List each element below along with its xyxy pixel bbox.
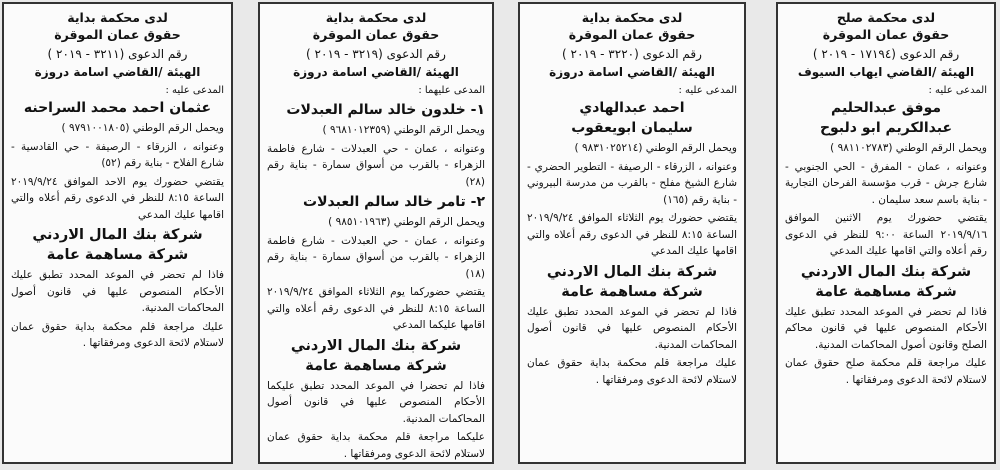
judge-panel: الهيئة /القاضي ايهاب السيوف <box>797 65 975 79</box>
judge-panel: الهيئة /القاضي اسامة دروزة <box>293 65 459 79</box>
case-number: رقم الدعوى (٣٢١٩ - ٢٠١٩ ) <box>306 47 446 61</box>
defendant-item <box>267 192 485 282</box>
court-subtitle: حقوق عمان الموقرة <box>822 27 950 42</box>
defendant-name: ٢- تامر خالد سالم العبدلات <box>303 194 485 210</box>
address: وعنوانه ، عمان - حي العبدلات - شارع فاطمة الزهراء - بالقرب من أسواق سمارة - بناية رقم (٢٨) <box>267 142 485 188</box>
court-name: لدى محكمة بداية <box>67 10 168 25</box>
national-id: ويحمل الرقم الوطني (٩٨٣١٠٢٥٢١٤ ) <box>574 142 737 154</box>
warning-text: فاذا لم تحضر في الموعد المحدد تطبق عليك الأحكام المنصوص عليها في قانون أصول المحاكمات المدنية. <box>527 305 737 351</box>
national-id: ويحمل الرقم الوطني (٩٨٥١٠١٩٦٣ ) <box>328 216 485 228</box>
summons-text: يقتضي حضورك يوم الثلاثاء الموافق ٢٠١٩/٩/٢٤ الساعة ٨:١٥ للنظر في الدعوى رقم أعلاه والتي اقامها عليك المدعي <box>527 212 738 257</box>
court-subtitle: حقوق عمان الموقرة <box>54 27 181 42</box>
case-number: رقم الدعوى (٣٢٢٠ - ٢٠١٩ ) <box>562 47 702 61</box>
judge-panel: الهيئة /القاضي اسامة دروزة <box>549 65 715 79</box>
defendant-name: موفق عبدالحليم <box>830 100 942 116</box>
court-subtitle: حقوق عمان الموقرة <box>568 27 696 42</box>
defendant-item <box>267 100 485 190</box>
national-id: ويحمل الرقم الوطني (٩٧٩١٠٠١٨٠٥ ) <box>61 122 224 134</box>
court-subtitle: حقوق عمان الموقرة <box>312 27 440 42</box>
defendant-name: سليمان ابويعقوب <box>571 120 693 136</box>
national-id: ويحمل الرقم الوطني (٩٨١١٠٢٧٨٣ ) <box>830 142 987 154</box>
defendant-name: ١- خلدون خالد سالم العبدلات <box>286 102 485 118</box>
defendant-label: المدعى عليه : <box>165 85 224 96</box>
plaintiff-name: شركة بنك المال الاردني <box>32 227 203 243</box>
defendant-name: عثمان احمد محمد السراحنه <box>23 100 212 116</box>
closing-text: عليك مراجعة قلم محكمة بداية حقوق عمان لاستلام لائحة الدعوى ومرفقاتها . <box>11 320 224 349</box>
address: وعنوانه ، عمان - حي العبدلات - شارع فاطمة الزهراء - بالقرب من أسواق سمارة - بناية رقم (١٨) <box>267 234 485 280</box>
case-number: رقم الدعوى (١٧١٩٤ - ٢٠١٩ ) <box>812 47 960 61</box>
plaintiff-type: شركة مساهمة عامة <box>815 283 957 300</box>
defendant-name: عبدالكريم ابو دلبوح <box>819 120 953 136</box>
defendant-name: احمد عبدالهادي <box>579 100 685 116</box>
address: وعنوانه ، الزرقاء - الرصيفة - حي القادسية - شارع الفلاح - بناية رقم (٥٢) <box>11 140 224 169</box>
warning-text: فاذا لم تحضر في الموعد المحدد تطبق عليك الأحكام المنصوص عليها في قانون محاكم الصلح وقانون أصول المحاكمات المدنية. <box>785 305 987 351</box>
notice-column-1 <box>776 2 996 464</box>
closing-text: عليك مراجعة قلم محكمة صلح حقوق عمان لاستلام لائحة الدعوى ومرفقاتها . <box>785 357 987 386</box>
address: وعنوانه ، عمان - المفرق - الحي الجنوبي - شارع جرش - قرب مؤسسة الفرحان التجارية - بناية باسم سعد سليمان . <box>785 160 987 206</box>
closing-text: عليكما مراجعة قلم محكمة بداية حقوق عمان لاستلام لائحة الدعوى ومرفقاتها . <box>267 431 485 460</box>
warning-text: فاذا لم تحضرا في الموعد المحدد تطبق عليكما الأحكام المنصوص عليها في قانون أصول المحاكمات المدنية. <box>267 379 485 425</box>
defendant-label: المدعى عليه : <box>678 85 737 96</box>
plaintiff-type: شركة مساهمة عامة <box>46 247 189 263</box>
plaintiff-type: شركة مساهمة عامة <box>305 357 447 374</box>
defendant-label: المدعى عليهما : <box>418 85 485 96</box>
national-id: ويحمل الرقم الوطني (٩٦٨١٠١٢٣٥٩ ) <box>322 124 485 136</box>
warning-text: فاذا لم تحضر في الموعد المحدد تطبق عليك الأحكام المنصوص عليها في قانون أصول المحاكمات المدنية. <box>11 269 224 314</box>
notice-column-2 <box>518 2 746 464</box>
summons-text: يقتضي حضوركما يوم الثلاثاء الموافق ٢٠١٩/٩/٢٤ الساعة ٨:١٥ للنظر في الدعوى رقم أعلاه والتي اقامها عليكما المدعي <box>267 286 486 331</box>
court-name: لدى محكمة بداية <box>325 10 427 25</box>
case-number: رقم الدعوى (٣٢١١ - ٢٠١٩ ) <box>47 47 188 61</box>
plaintiff-name: شركة بنك المال الاردني <box>546 263 718 280</box>
defendant-label: المدعى عليه : <box>928 85 987 96</box>
summons-text: يقتضي حضورك يوم الاحد الموافق ٢٠١٩/٩/٢٤ الساعة ٨:١٥ للنظر في الدعوى رقم أعلاه والتي اقامها عليك المدعي <box>11 175 224 221</box>
plaintiff-type: شركة مساهمة عامة <box>561 283 703 300</box>
court-name: لدى محكمة صلح <box>836 10 936 25</box>
plaintiff-name: شركة بنك المال الاردني <box>290 337 462 354</box>
plaintiff-name: شركة بنك المال الاردني <box>800 263 972 280</box>
summons-text: يقتضي حضورك يوم الاثنين الموافق ٢٠١٩/٩/١٦ الساعة ٩:٠٠ للنظر في الدعوى رقم أعلاه والتي اقامها عليك المدعي <box>785 212 987 257</box>
judge-panel: الهيئة /القاضي اسامة دروزة <box>34 65 201 79</box>
address: وعنوانه ، الزرقاء - الرصيفة - التطوير الحضري - شارع الشيخ مفلح - بالقرب من مدرسة البيروني - بناية رقم (١٦٥) <box>527 160 737 206</box>
notice-column-3 <box>258 2 494 464</box>
notice-column-4 <box>2 2 233 464</box>
closing-text: عليك مراجعة قلم محكمة بداية حقوق عمان لاستلام لائحة الدعوى ومرفقاتها . <box>527 357 737 386</box>
court-name: لدى محكمة بداية <box>581 10 683 25</box>
